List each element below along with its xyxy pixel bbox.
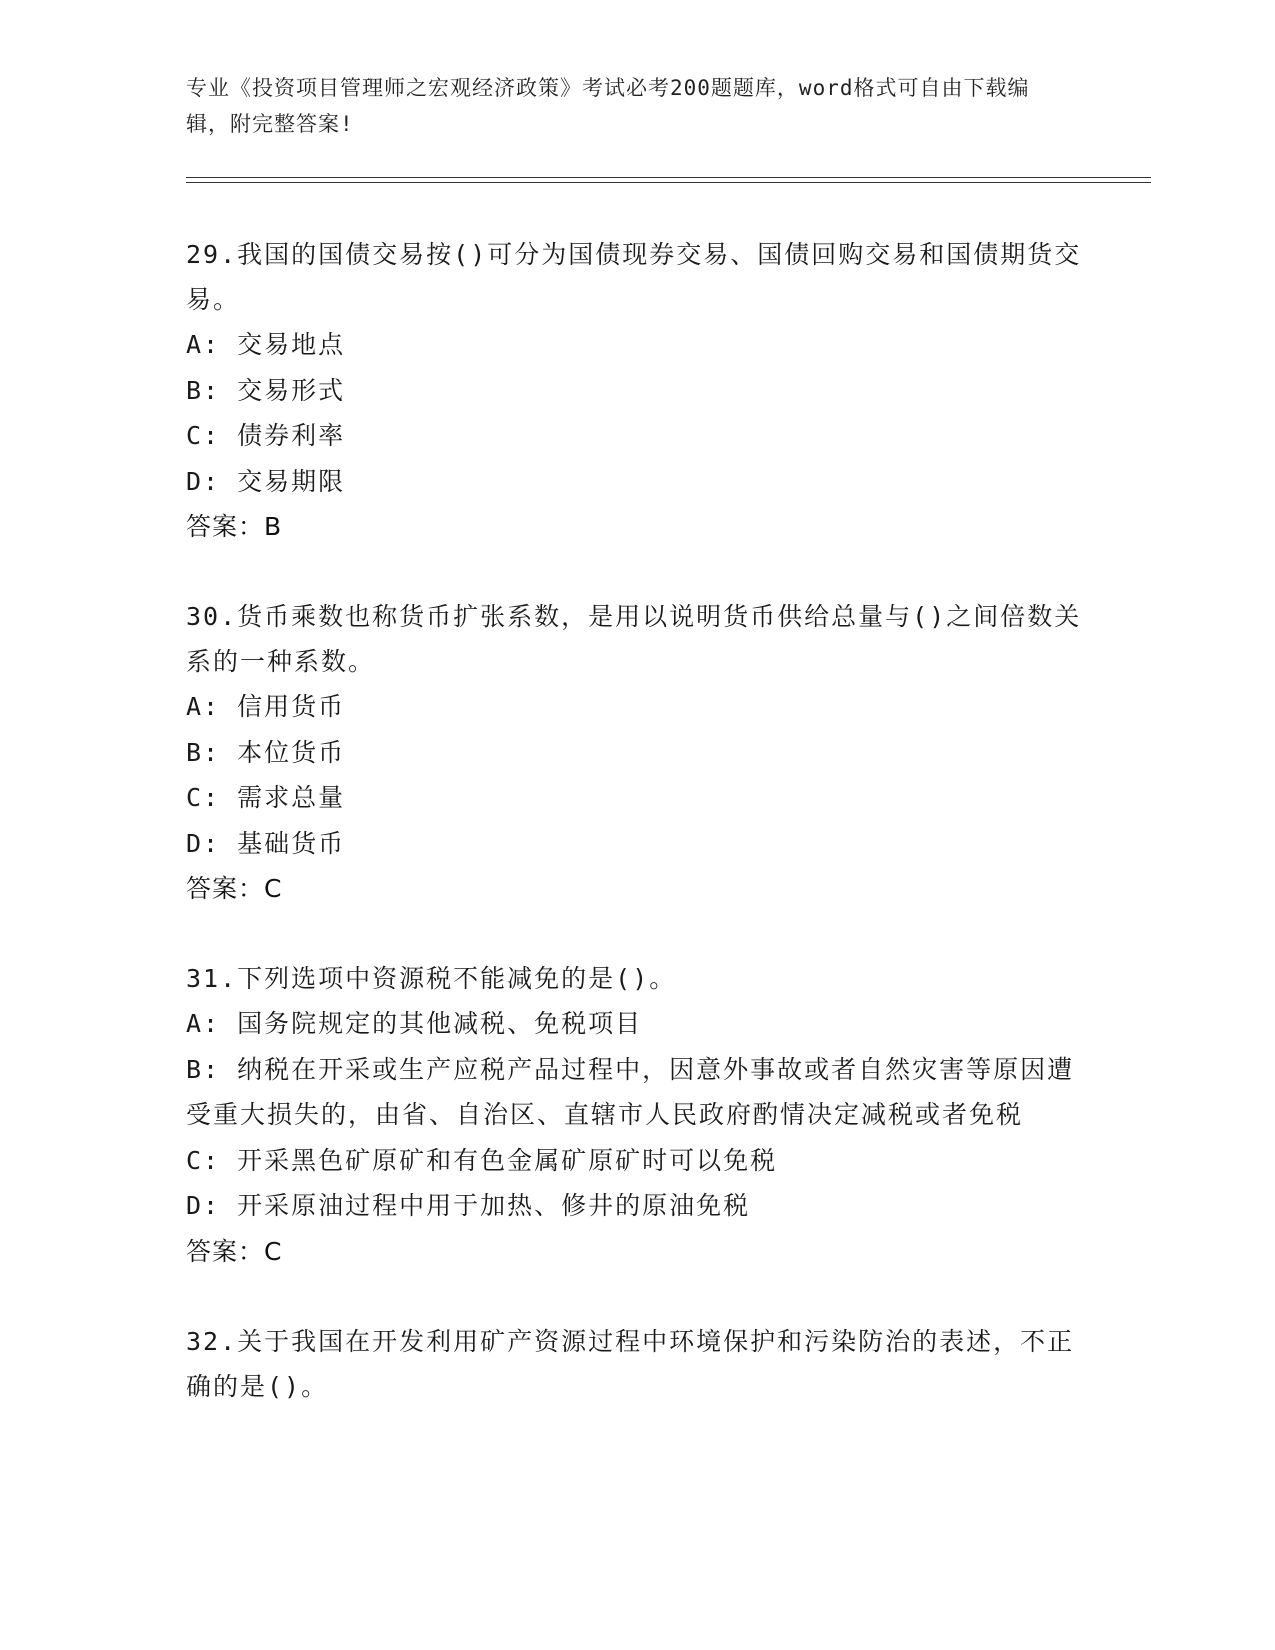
answer: 答案：C (186, 874, 283, 903)
option-d: D: 基础货币 (186, 828, 346, 858)
question-29 (186, 232, 1086, 549)
option-b: B: 交易形式 (186, 375, 346, 405)
question-31 (186, 956, 1086, 1274)
question-stem: 31.下列选项中资源税不能减免的是()。 (186, 964, 677, 993)
option-b: B: 纳税在开采或生产应税产品过程中，因意外事故或者自然灾害等原因遭受重大损失的，由省、自治区、直辖市人民政府酌情决定减税或者免税 (186, 1054, 1075, 1129)
header-divider-top (186, 177, 1151, 178)
question-32 (186, 1319, 1086, 1409)
question-30 (186, 594, 1086, 911)
question-stem: 32.关于我国在开发利用矿产资源过程中环境保护和污染防治的表述，不正确的是()。 (186, 1326, 1075, 1401)
option-d: D: 开采原油过程中用于加热、修井的原油免税 (186, 1191, 751, 1220)
option-a: A: 国务院规定的其他减税、免税项目 (186, 1009, 643, 1038)
question-stem: 29.我国的国债交易按()可分为国债现券交易、国债回购交易和国债期货交易。 (186, 240, 1082, 314)
answer: 答案：B (186, 512, 283, 541)
question-list (186, 232, 1086, 1454)
question-stem: 30.货币乘数也称货币扩张系数，是用以说明货币供给总量与()之间倍数关系的一种系数。 (186, 602, 1082, 676)
header-divider-bottom (186, 182, 1151, 183)
answer: 答案：C (186, 1236, 283, 1266)
document-header: 专业《投资项目管理师之宏观经济政策》考试必考200题题库，word格式可自由下载编辑，附完整答案! (186, 76, 1030, 136)
option-a: A: 信用货币 (186, 692, 346, 721)
option-b: B: 本位货币 (186, 737, 346, 767)
option-c: C: 需求总量 (186, 783, 346, 812)
option-c: C: 债券利率 (186, 421, 346, 450)
option-c: C: 开采黑色矿原矿和有色金属矿原矿时可以免税 (186, 1145, 778, 1175)
option-a: A: 交易地点 (186, 330, 346, 359)
option-d: D: 交易期限 (186, 466, 346, 496)
